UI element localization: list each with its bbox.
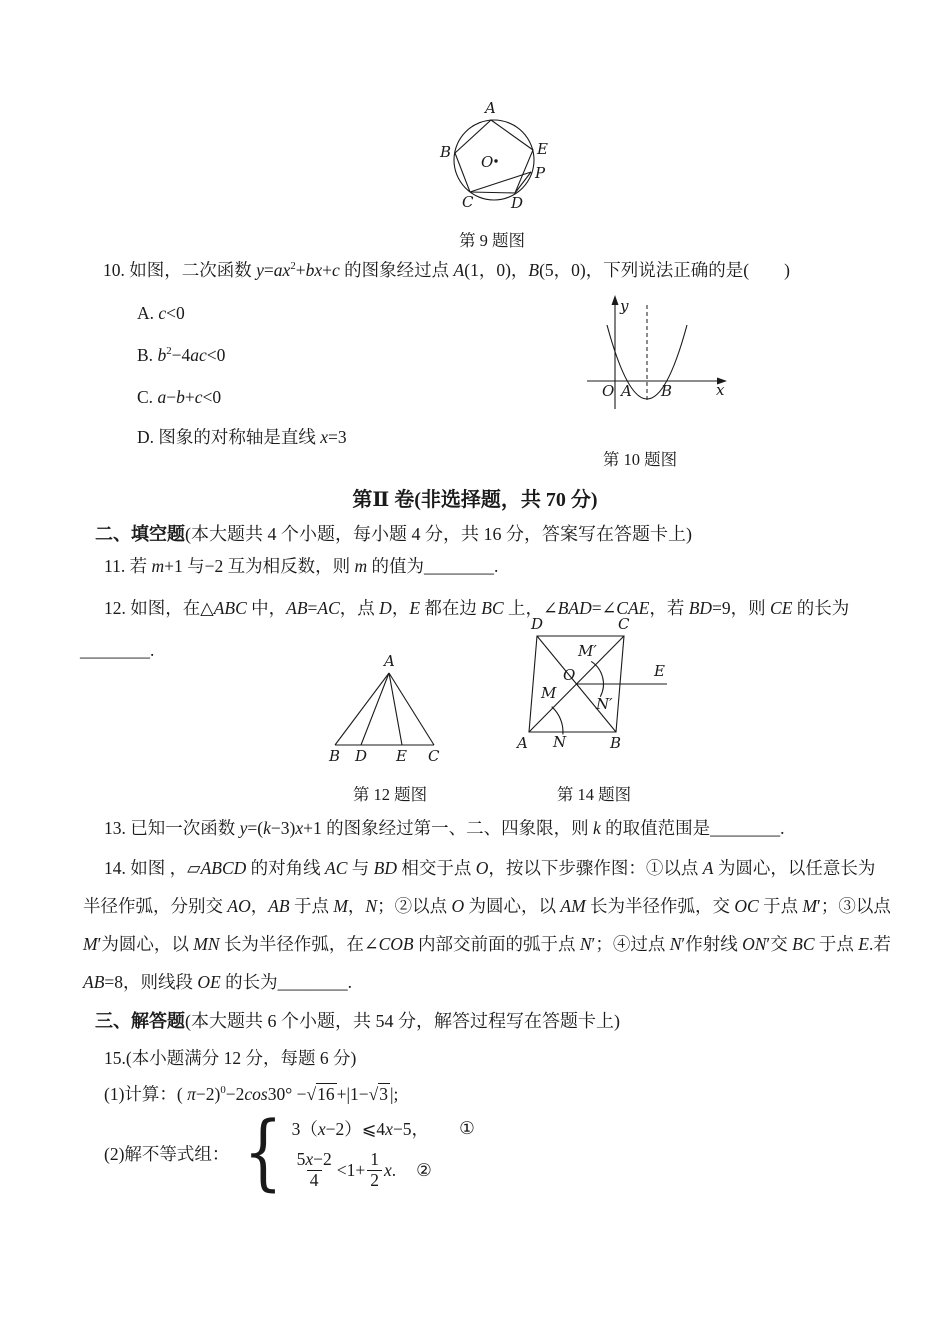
section-2-heading: 二、填空题(本大题共 4 个小题，每小题 4 分，共 16 分，答案写在答题卡上) — [95, 524, 692, 544]
question-14-line2: 半径作弧，分别交 AO，AB 于点 M，N；②以点 O 为圆心，以 AM 长为半径作弧，交 OC 于点 M′；③以点 — [83, 896, 891, 916]
fig14-label-m: M — [541, 684, 557, 702]
q9-figure — [428, 96, 556, 222]
fig12-label-c: C — [428, 747, 440, 765]
fig10-label-y: y — [620, 297, 629, 315]
triangle-lines — [335, 673, 434, 745]
q10-option-a: A. c<0 — [137, 303, 185, 323]
fig9-label-c: C — [462, 193, 474, 211]
fig9-label-p: P — [535, 164, 546, 182]
question-14-line4: AB=8，则线段 OE 的长为________. — [83, 972, 352, 992]
fig14-label-o: O — [563, 666, 576, 684]
question-10-stem: 10. 如图，二次函数 $y=ax^2+bx+c$ 的图象经过点 A(1，0)，B(5，0)，下列说法正确的是( ) — [103, 260, 790, 280]
q9-figure-caption: 第 9 题图 — [459, 231, 525, 250]
fig12-label-d: D — [355, 747, 368, 765]
fig10-label-x: x — [716, 381, 725, 399]
fig9-label-o: O — [481, 153, 494, 171]
fig14-label-e: E — [654, 662, 665, 680]
fig12-label-b: B — [329, 747, 341, 765]
question-13: 13. 已知一次函数 y=(k−3)x+1 的图象经过第一、二、四象限，则 k 的取值范围是________. — [104, 818, 785, 838]
arc-at-a — [552, 707, 563, 735]
center-point — [494, 159, 497, 162]
q14-figure — [505, 612, 683, 764]
q10-figure-caption: 第 10 题图 — [602, 450, 678, 469]
q12-figure — [323, 653, 457, 763]
fig10-label-o: O — [602, 382, 615, 400]
q10-graph — [577, 291, 729, 437]
question-14-line1: 14. 如图 ，▱ABCD 的对角线 AC 与 BD 相交于点 O，按以下步骤作图：①以点 A 为圆心，以任意长为 — [104, 858, 876, 878]
fig9-label-a: A — [485, 99, 496, 117]
fig9-label-e: E — [537, 140, 548, 158]
inequality-system — [292, 1116, 475, 1190]
fraction-denominator: 4 — [307, 1170, 322, 1191]
question-11: 11. 若 m+1 与−2 互为相反数，则 m 的值为________. — [104, 556, 499, 576]
fig14-label-n-prime: N′ — [596, 695, 613, 713]
system-brace: { — [243, 1105, 284, 1200]
fraction-5x-2-over-4 — [294, 1150, 335, 1190]
question-15-head: 15.(本小题满分 12 分，每题 6 分) — [104, 1048, 357, 1068]
fig14-label-a: A — [517, 734, 528, 752]
inequality-2-tail: x. — [383, 1159, 397, 1180]
question-12-line2: ________. — [80, 640, 155, 660]
inequality-2-middle: <1+ — [336, 1159, 366, 1180]
fig14-label-b: B — [610, 734, 622, 752]
q10-option-c: C. a−b+c<0 — [137, 387, 222, 407]
fig9-label-d: D — [511, 194, 524, 212]
fig14-label-d: D — [531, 615, 544, 633]
fig9-label-b: B — [440, 143, 452, 161]
question-15-part1: (1)计算：( π−2)$^0$−2cos30° −√16 +|1−√3 |; — [104, 1084, 399, 1104]
fraction-denominator: 2 — [367, 1170, 382, 1191]
q10-option-b: B. $b^2-4ac<0$ — [137, 345, 226, 365]
q12-figure-caption: 第 12 题图 — [352, 785, 428, 804]
question-15-part2 — [104, 1105, 475, 1200]
fraction-numerator: 5x−2 — [296, 1148, 332, 1169]
fig14-label-n: N — [553, 733, 567, 751]
q9-circle — [454, 120, 534, 200]
q14-figure-caption: 第 14 题图 — [556, 785, 632, 804]
part2-header: 第Ⅱ 卷(非选择题，共 70 分) — [352, 489, 598, 511]
q15-part2-label: (2)解不等式组： — [104, 1143, 230, 1164]
fig14-label-c: C — [618, 615, 630, 633]
inequality-1 — [292, 1116, 475, 1141]
inequality-1-tag: ① — [459, 1117, 475, 1138]
q10-option-d: D. 图象的对称轴是直线 x=3 — [137, 427, 347, 447]
fig14-label-m-prime: M′ — [578, 642, 597, 660]
inequality-1-body: 3（x−2）⩽4x−5， — [291, 1118, 430, 1139]
question-12-line1: 12. 如图，在△ABC 中，AB=AC，点 D，E 都在边 BC 上，∠BAD=∠CAE，若 BD=9，则 CE 的长为 — [104, 598, 850, 618]
fraction-1-over-2 — [367, 1150, 382, 1190]
question-14-line3: M′为圆心，以 MN 长为半径作弧，在∠COB 内部交前面的弧于点 N′；④过点 N′作射线 ON′交 BC 于点 E.若 — [83, 934, 891, 954]
inequality-2-tag: ② — [416, 1159, 432, 1180]
fig12-label-e: E — [396, 747, 407, 765]
fig10-label-b: B — [661, 382, 673, 400]
section-3-heading: 三、解答题(本大题共 6 个小题，共 54 分，解答过程写在答题卡上) — [95, 1011, 620, 1031]
fraction-numerator: 1 — [370, 1148, 379, 1169]
inequality-2 — [292, 1150, 475, 1190]
fig10-label-a: A — [621, 382, 632, 400]
fig12-label-a: A — [384, 652, 395, 670]
